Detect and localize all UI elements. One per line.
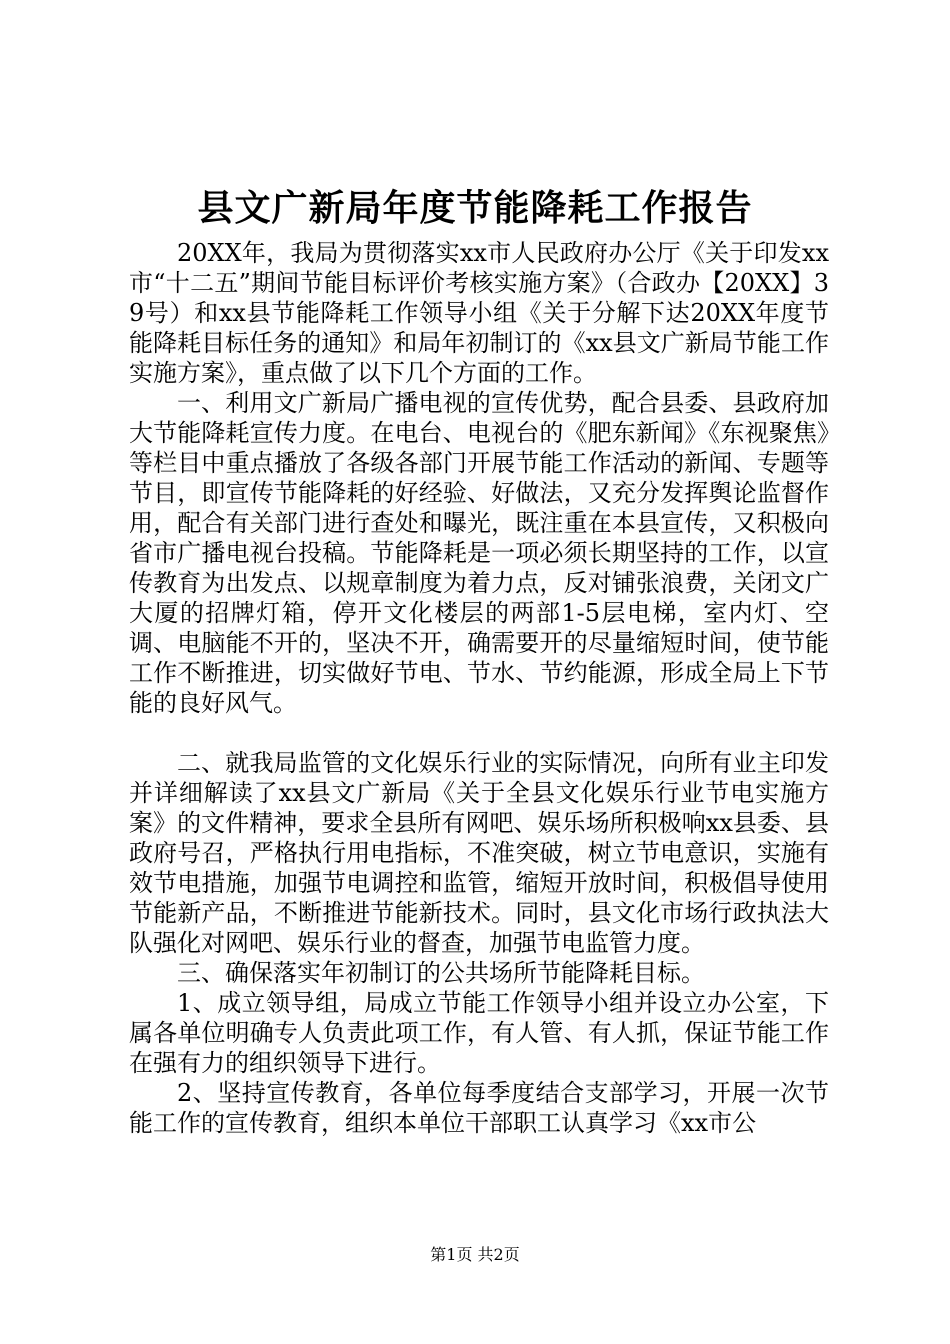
page-footer: 第1页 共2页 [430,1245,520,1264]
paragraph-section-1: 一、利用文广新局广播电视的宣传优势，配合县委、县政府加大节能降耗宣传力度。在电台、电视台的《肥东新闻》《东视聚焦》等栏目中重点播放了各级各部门开展节能工作活动的新闻、专题等节目，即宣传节能降耗的好经验、好做法，又充分发挥舆论监督作用，配合有关部门进行查处和曝光，既注重在本县宣传，又积极向省市广播电视台投稿。节能降耗是一项必须长期坚持的工作，以宣传教育为出发点、以规章制度为着力点，反对铺张浪费，关闭文广大厦的招牌灯箱，停开文化楼层的两部1-5层电梯，室内灯、空调、电脑能不开的，坚决不开，确需要开的尽量缩短时间，使节能工作不断推进，切实做好节电、节水、节约能源，形成全局上下节能的良好风气。 [129,389,829,717]
paragraph-item-1: 1、成立领导组，局成立节能工作领导小组并设立办公室，下属各单位明确专人负责此项工作，有人管、有人抓，保证节能工作在强有力的组织领导下进行。 [129,989,829,1077]
paragraph-spacer [129,718,829,748]
paragraph-section-2: 二、就我局监管的文化娱乐行业的实际情况，向所有业主印发并详细解读了xx县文广新局《关于全县文化娱乐行业节电实施方案》的文件精神，要求全县所有网吧、娱乐场所积极响xx县委、县政府号召，严格执行用电指标，不准突破，树立节电意识，实施有效节电措施，加强节电调控和监管，缩短开放时间，积极倡导使用节能新产品，不断推进节能新技术。同时，县文化市场行政执法大队强化对网吧、娱乐行业的督查，加强节电监管力度。 [129,749,829,957]
page-title: 县文广新局年度节能降耗工作报告 [197,187,753,229]
document-body [129,238,829,1138]
paragraph-item-2: 2、坚持宣传教育，各单位每季度结合支部学习，开展一次节能工作的宣传教育，组织本单位干部职工认真学习《xx市公 [129,1079,829,1137]
paragraph-intro: 20XX年，我局为贯彻落实xx市人民政府办公厅《关于印发xx市“十二五”期间节能目标评价考核实施方案》（合政办【20XX】39号）和xx县节能降耗工作领导小组《关于分解下达20XX年度节能降耗目标任务的通知》和局年初制订的《xx县文广新局节能工作实施方案》，重点做了以下几个方面的工作。 [129,239,829,387]
paragraph-section-3: 三、确保落实年初制订的公共场所节能降耗目标。 [177,959,705,987]
